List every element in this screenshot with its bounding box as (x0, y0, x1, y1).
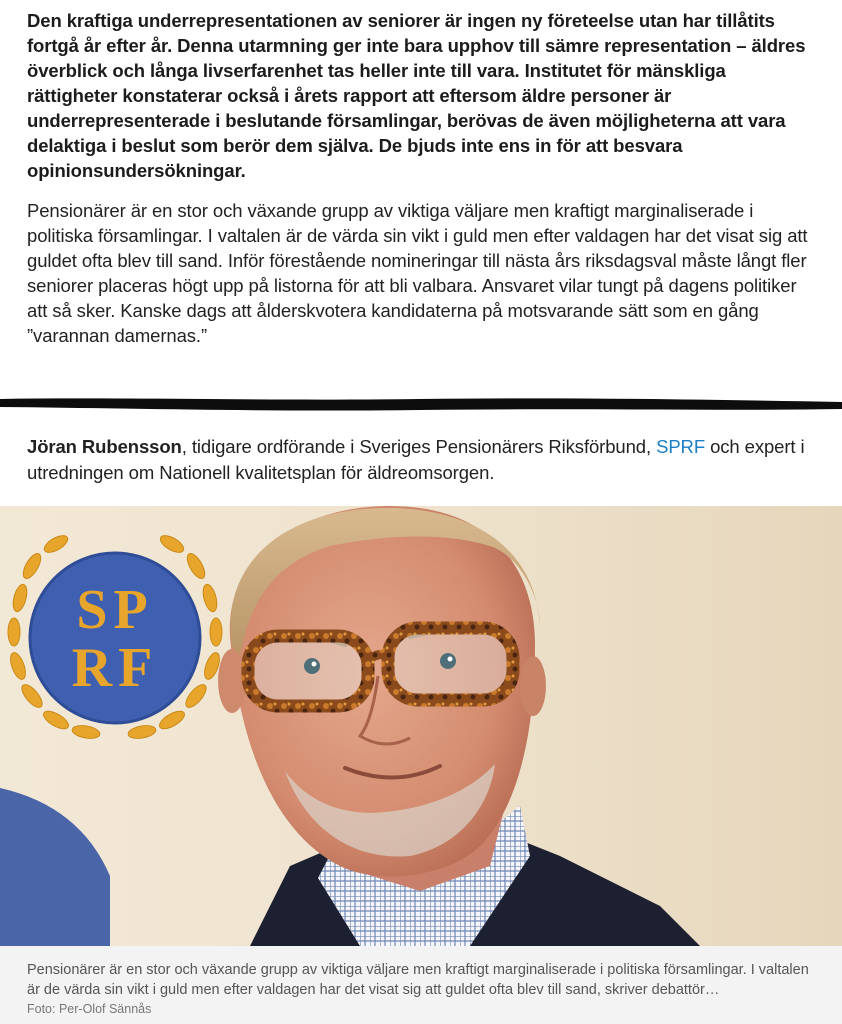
author-name: Jöran Rubensson (27, 436, 182, 457)
article-body (27, 8, 817, 348)
author-bio (27, 434, 817, 486)
logo-text-top: SP (76, 579, 154, 641)
article-lead-paragraph: Den kraftiga underrepresentationen av seniorer är ingen ny företeelse utan har tillåtits fortgå år efter år. Denna utarmning ger inte bara upphov till sämre representation – äldres överblick och långa livserfarenhet tas heller inte till vara. Institutet för mänskliga rättigheter konstaterar också i årets rapport att eftersom äldre personer är underrepresenterade i beslutande församlingar, berövas de även möjligheterna att vara delaktiga i beslut som berör dem själva. De bjuds inte ens in för att besvara opinionsundersökningar. (27, 10, 806, 181)
author-bio-text: , tidigare ordförande i Sveriges Pensionärers Riksförbund, (181, 436, 657, 457)
sprf-link[interactable]: SPRF (656, 436, 706, 457)
photo-caption-area (0, 946, 842, 1024)
author-photo[interactable] (0, 506, 842, 946)
logo-text-bottom: RF (71, 637, 159, 699)
section-divider (0, 396, 842, 414)
portrait-illustration (0, 506, 842, 946)
photo-credit: Foto: Per-Olof Sännås (27, 1002, 152, 1016)
photo-caption: Pensionärer är en stor och växande grupp av viktiga väljare men kraftigt marginaliserade i politiska församlingar. I valtalen är de värda sin vikt i guld men efter valdagen har det visat sig att guldet ofta blev till sand, skriver debattör… (27, 962, 809, 998)
article-paragraph: Pensionärer är en stor och växande grupp av viktiga väljare men kraftigt marginaliserade i politiska församlingar. I valtalen är de värda sin vikt i guld men efter valdagen har det visat sig att guldet ofta blev till sand. Inför förestående nomineringar till nästa års riksdagsval måste långt fler seniorer placeras högt upp på listorna för att bli valbara. Ansvaret vilar tungt på dagens politiker att så sker. Kanske dags att ålderskvotera kandidaterna på motsvarande sätt som en gång ”varannan damernas.” (27, 200, 808, 346)
author-bio-text-end: och expert i utredningen om Nationell kvalitetsplan för äldreomsorgen. (27, 436, 805, 483)
